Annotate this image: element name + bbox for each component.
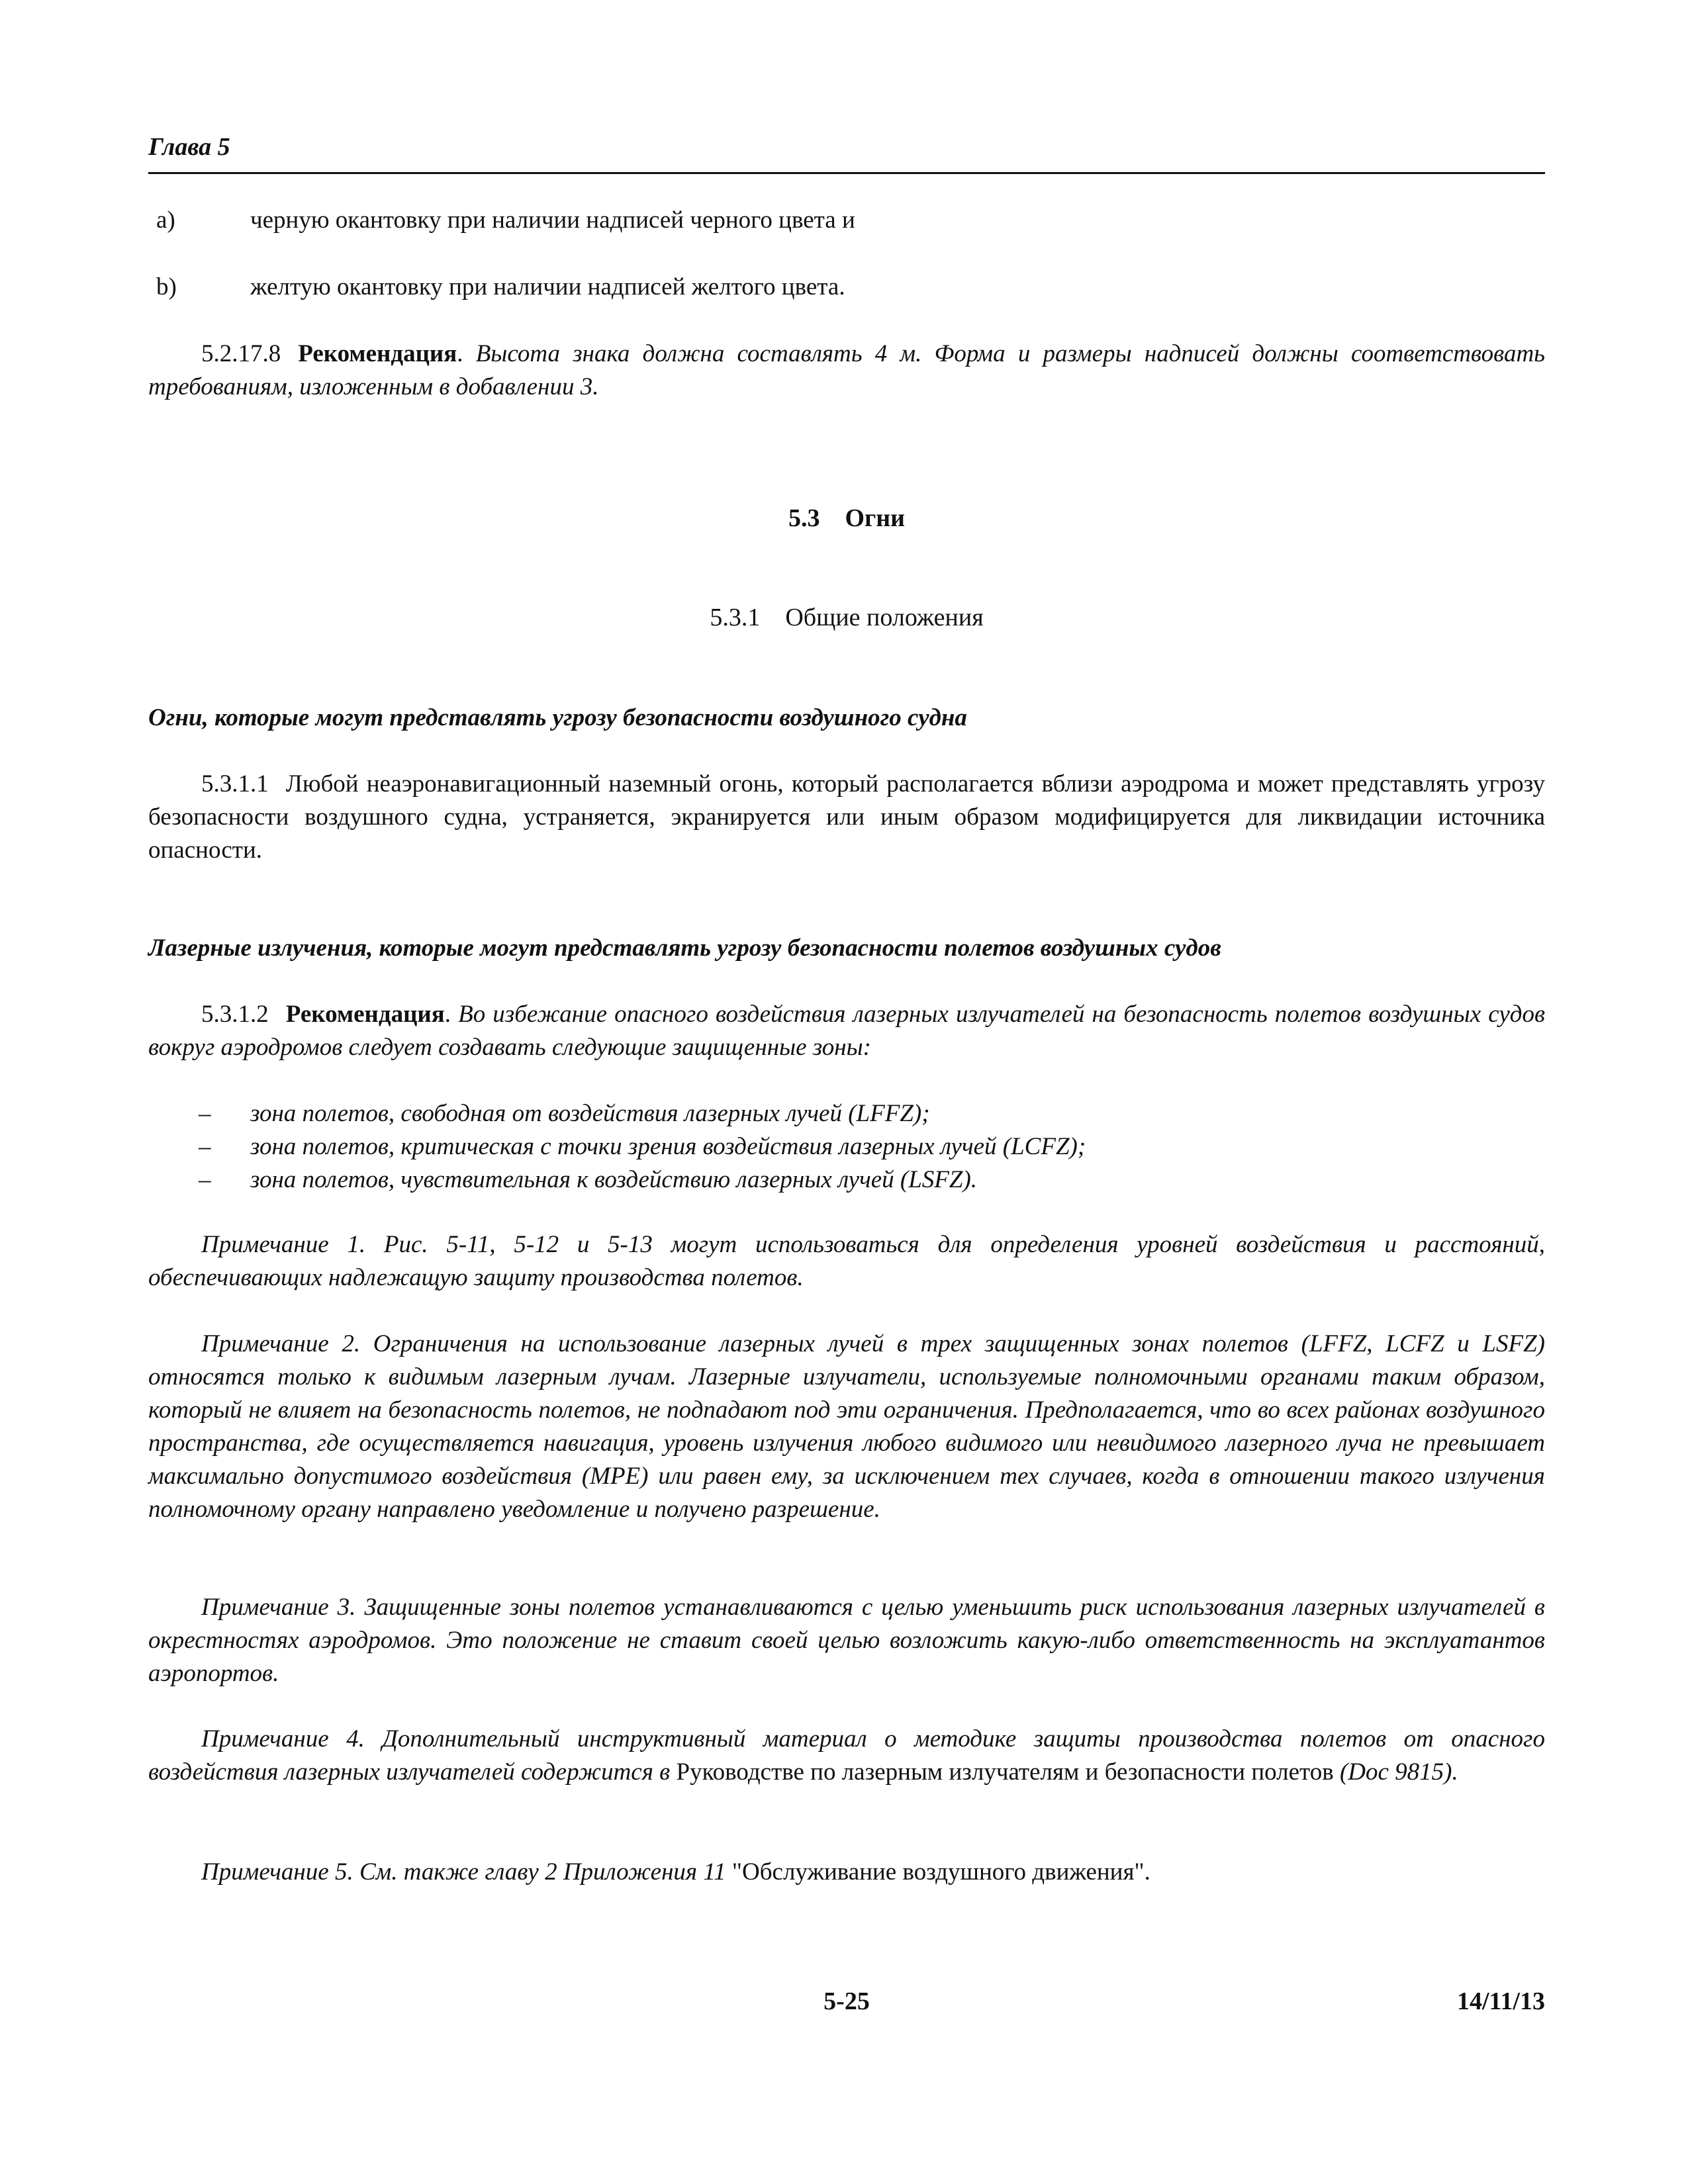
document-page (148, 0, 1545, 2184)
paragraph-text: Во избежание опасного воздействия лазерных излучателей на безопасность полетов воздушных судов вокруг аэродромов следует создавать следующие защищенные зоны: (148, 1001, 1546, 1061)
paragraph-text: Любой неаэронавигационный наземный огонь, который располагается вблизи аэродрома и может представлять угрозу безопасности воздушного судна, устраняется, экранируется или иным образом модифицируется для ликвидации источника опасности. (148, 770, 1545, 864)
paragraph-5-2-17-8: 5.2.17.8 Рекомендация. Высота знака должна составлять 4 м. Форма и размеры надписей должны соответствовать требованиям, изложенным в добавлении 3. (148, 340, 1545, 400)
subheading-lights-threat: Огни, которые могут представлять угрозу безопасности воздушного судна (148, 704, 967, 731)
note-5-text: Примечание 5. См. также главу 2 Приложения 11 (201, 1858, 726, 1886)
note-1: Примечание 1. Рис. 5-11, 5-12 и 5-13 могут использоваться для определения уровней воздействия и расстояний, обеспечивающих надлежащую защиту производства полетов. (148, 1231, 1545, 1291)
subsection-heading (148, 601, 1545, 634)
paragraph-text: Высота знака должна составлять 4 м. Форма и размеры надписей должны соответствовать требованиям, изложенным в добавлении 3. (148, 340, 1545, 400)
paragraph-number: 5.3.1.1 (201, 770, 269, 797)
zone-text: зона полетов, свободная от воздействия лазерных лучей (LFFZ); (250, 1100, 930, 1127)
annex-title: "Обслуживание воздушного движения". (731, 1858, 1150, 1886)
list-dash: – (199, 1100, 211, 1127)
paragraph-5-3-1-2: 5.3.1.2 Рекомендация. Во избежание опасного воздействия лазерных излучателей на безопасность полетов воздушных судов вокруг аэродромов следует создавать следующие защищенные зоны: (148, 1001, 1546, 1061)
list-item-text: черную окантовку при наличии надписей черного цвета и (250, 206, 855, 234)
subheading-laser: Лазерные излучения, которые могут представлять угрозу безопасности полетов воздушных судов (148, 934, 1221, 962)
zone-text: зона полетов, чувствительная к воздействию лазерных лучей (LSFZ). (250, 1166, 978, 1193)
list-item-text: желтую окантовку при наличии надписей желтого цвета. (250, 273, 845, 300)
header-divider (148, 172, 1545, 174)
doc-reference: (Doc 9815). (1339, 1758, 1458, 1786)
section-title: Огни (845, 504, 906, 532)
subsection-number: 5.3.1 (710, 604, 761, 631)
doc-title: Руководстве по лазерным излучателям и безопасности полетов (676, 1758, 1334, 1786)
note-4-text: Примечание 4. Дополнительный инструктивный материал о методике защиты производства полетов от опасного воздействия лазерных излучателей содержится в (148, 1725, 1545, 1786)
list-dash: – (199, 1166, 211, 1193)
chapter-header: Глава 5 (148, 133, 230, 161)
zone-text: зона полетов, критическая с точки зрения воздействия лазерных лучей (LCFZ); (250, 1133, 1086, 1160)
list-item-label: b) (156, 273, 177, 300)
note-3: Примечание 3. Защищенные зоны полетов устанавливаются с целью уменьшить риск использования лазерных излучателей в окрестностях аэродромов. Это положение не ставит своей целью возложить какую-либо ответственность на эксплуатантов аэропортов. (148, 1594, 1545, 1687)
page-number: 5-25 (823, 1987, 870, 2015)
list-item-label: a) (156, 206, 175, 234)
paragraph-number: 5.3.1.2 (201, 1001, 269, 1028)
footer-date: 14/11/13 (1456, 1987, 1545, 2015)
section-number: 5.3 (788, 504, 820, 532)
paragraph-number: 5.2.17.8 (201, 340, 281, 367)
paragraph-5-3-1-1 (148, 768, 1545, 867)
note-5 (148, 1856, 1545, 1889)
note-2: Примечание 2. Ограничения на использование лазерных лучей в трех защищенных зонах полетов (LFFZ, LCFZ и LSFZ) относятся только к видимым лазерным лучам. Лазерные излучатели, используемые полномочными органами таким образом, который не влияет на безопасность полетов, не подпадают под эти ограничения. Предполагается, что во всех районах воздушного пространства, где осуществляется навигация, уровень излучения любого видимого или невидимого лазерного луча не превышает максимально допустимого воздействия (MPE) или равен ему, за исключением тех случаев, когда в отношении такого излучения полномочному органу направлено уведомление и получено разрешение. (148, 1330, 1545, 1523)
recommendation-keyword: Рекомендация (285, 1001, 445, 1028)
subsection-title: Общие положения (785, 604, 984, 631)
list-dash: – (199, 1133, 211, 1160)
section-heading (148, 502, 1545, 535)
recommendation-keyword: Рекомендация (298, 340, 457, 367)
note-4 (148, 1723, 1545, 1789)
